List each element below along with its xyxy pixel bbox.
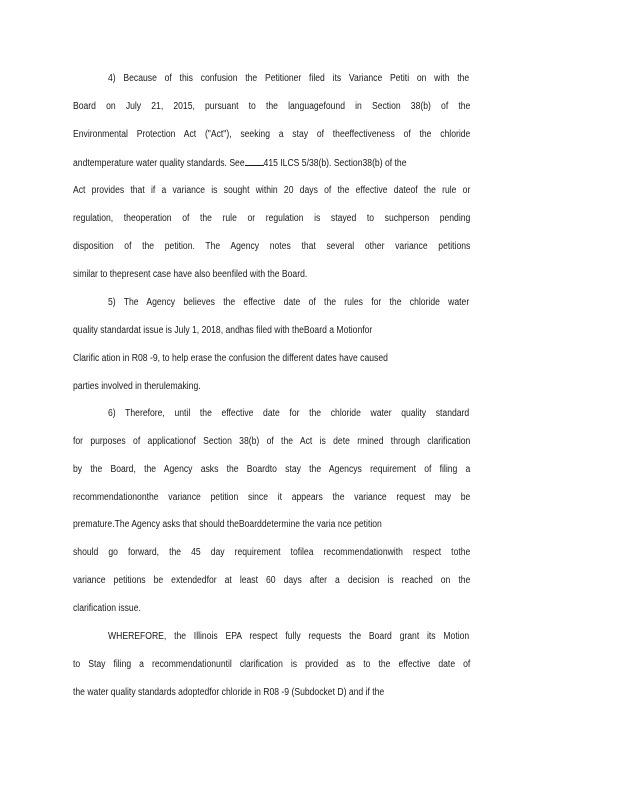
citation-underline bbox=[245, 156, 264, 166]
paragraph-5-line-1: 5) The Agency believes the effective date of the rules for the chloride water bbox=[108, 297, 470, 308]
paragraph-5-line-3: Clarific ation in R08 -9, to help erase the confusion the different dates have caused bbox=[73, 353, 388, 364]
paragraph-4-line-3: Environmental Protection Act ("Act"), seeking a stay of theeffectiveness of the chloride bbox=[73, 129, 471, 140]
paragraph-4-line-7: disposition of the petition. The Agency notes that several other variance petitions bbox=[73, 241, 471, 252]
paragraph-4-line-4 bbox=[73, 156, 470, 170]
paragraph-4-line-5: Act provides that if a variance is sought within 20 days of the effective dateof the rule or bbox=[73, 185, 471, 196]
wherefore-line-3: the water quality standards adoptedfor chloride in R08 -9 (Subdocket D) and if the bbox=[73, 687, 385, 698]
paragraph-4-line-8: similar to thepresent case have also beenfiled with the Board. bbox=[73, 269, 308, 280]
wherefore-line-1: WHEREFORE, the Illinois EPA respect fully requests the Board grant its Motion bbox=[108, 631, 470, 642]
paragraph-6-line-1: 6) Therefore, until the effective date for the chloride water quality standard bbox=[108, 408, 470, 419]
paragraph-6-line-2: for purposes of applicationof Section 38(b) of the Act is dete rmined through clarification bbox=[73, 436, 471, 447]
paragraph-6-line-3: by the Board, the Agency asks the Boardto stay the Agencys requirement of filing a bbox=[73, 464, 471, 475]
paragraph-6-line-8: clarification issue. bbox=[73, 603, 141, 614]
paragraph-4-line-4-start: andtemperature water quality standards. See bbox=[73, 158, 245, 169]
paragraph-6-line-5: premature.The Agency asks that should theBoarddetermine the varia nce petition bbox=[73, 519, 382, 530]
wherefore-line-2: to Stay filing a recommendationuntil clarification is provided as to the effective date of bbox=[73, 659, 471, 670]
paragraph-6-line-6: should go forward, the 45 day requirement tofilea recommendationwith respect tothe bbox=[73, 547, 471, 558]
paragraph-4-line-6: regulation, theoperation of the rule or regulation is stayed to suchperson pending bbox=[73, 213, 471, 224]
paragraph-4-line-1: 4) Because of this confusion the Petitioner filed its Variance Petiti on with the bbox=[108, 73, 470, 84]
paragraph-6-line-7: variance petitions be extendedfor at least 60 days after a decision is reached on the bbox=[73, 575, 471, 586]
paragraph-4-line-4-end: 415 ILCS 5/38(b). Section38(b) of the bbox=[263, 158, 407, 169]
paragraph-4-line-2: Board on July 21, 2015, pursuant to the languagefound in Section 38(b) of the bbox=[73, 101, 471, 112]
paragraph-5-line-4: parties involved in therulemaking. bbox=[73, 381, 201, 392]
paragraph-5-line-2: quality standardat issue is July 1, 2018, andhas filed with theBoard a Motionfor bbox=[73, 325, 373, 336]
paragraph-6-line-4: recommendationonthe variance petition since it appears the variance request may be bbox=[73, 492, 471, 503]
